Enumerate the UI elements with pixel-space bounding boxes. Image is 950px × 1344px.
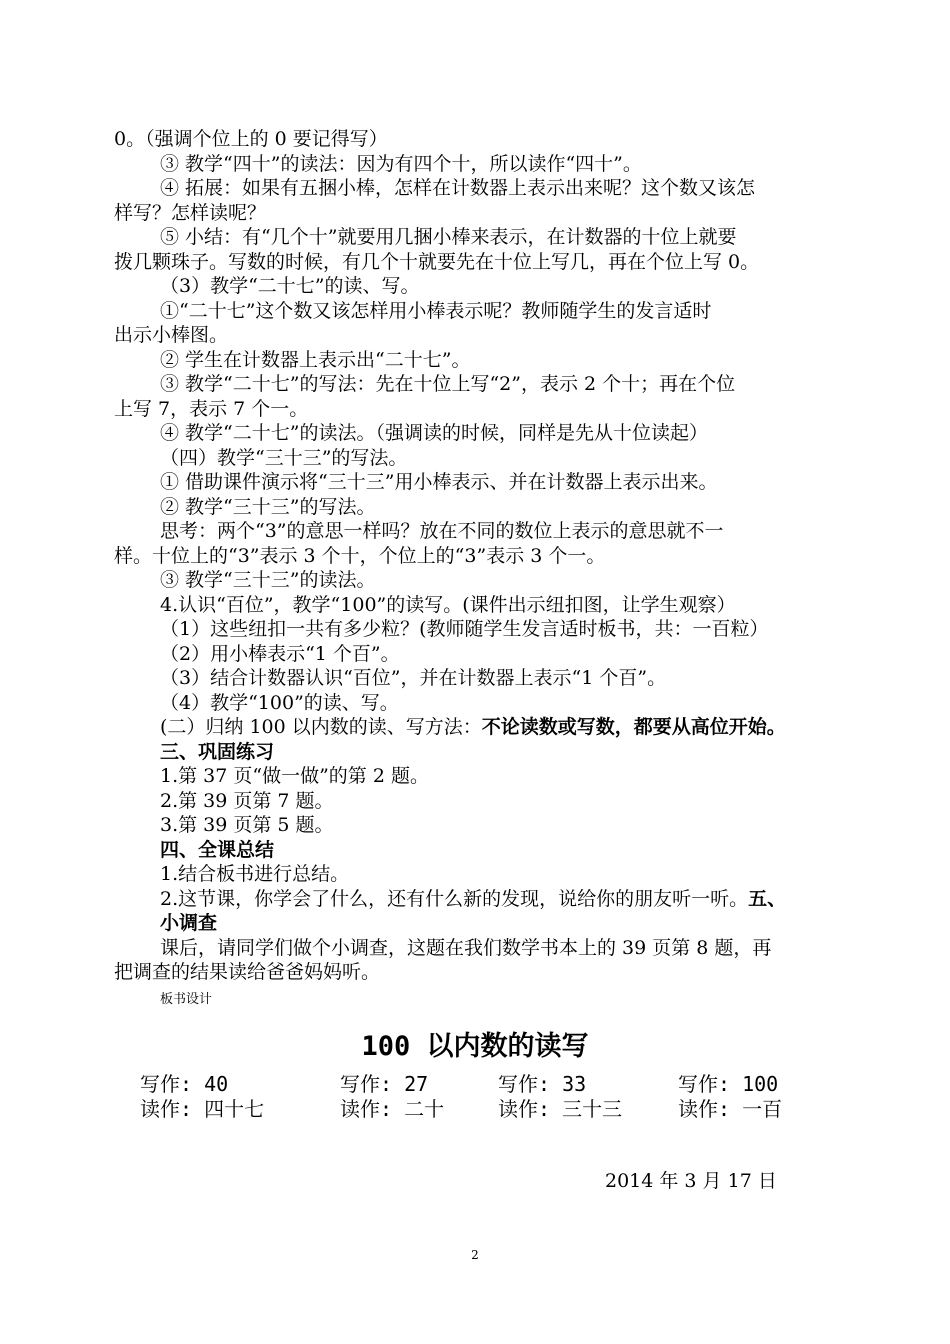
text-line: 拨几颗珠子。写数的时候，有几个十就要先在十位上写几，再在个位上写 0。	[114, 251, 760, 273]
text-line: ② 学生在计数器上表示出“二十七”。	[160, 349, 471, 371]
survey-line: 课后，请同学们做个小调查，这题在我们数学书本上的 39 页第 8 题，再	[160, 937, 772, 959]
board-design-label: 板书设计	[160, 992, 213, 1007]
practice-item: 2.第 39 页第 7 题。	[160, 790, 334, 812]
board-title: 100 以内数的读写	[361, 1031, 589, 1062]
text-line: （3）教学“二十七”的读、写。	[160, 275, 420, 297]
summary-item-text: 2.这节课，你学会了什么，还有什么新的发现，说给你的朋友听一听。	[160, 888, 749, 910]
section-heading-survey: 小调查	[160, 912, 218, 934]
summary-emphasis: 不论读数或写数，都要从高位开始。	[481, 716, 786, 738]
section-heading-practice: 三、巩固练习	[160, 741, 275, 763]
board-write-cell: 写作: 100	[678, 1072, 779, 1096]
text-line: ③ 教学“四十”的读法：因为有四个十，所以读作“四十”。	[160, 153, 642, 175]
text-line: ③ 教学“二十七”的写法：先在十位上写“2”，表示 2 个十；再在个位	[160, 373, 736, 395]
board-write-cell: 写作: 27	[340, 1072, 429, 1096]
practice-item: 1.第 37 页“做一做”的第 2 题。	[160, 765, 429, 787]
board-read-cell: 读作: 三十三	[498, 1097, 623, 1121]
board-read-cell: 读作: 四十七	[140, 1097, 265, 1121]
board-read-cell: 读作: 二十	[340, 1097, 445, 1121]
board-write-cell: 写作: 33	[498, 1072, 587, 1096]
text-line: ①“二十七”这个数又该怎样用小棒表示呢？教师随学生的发言适时	[160, 300, 712, 322]
text-line: 0。（强调个位上的 0 要记得写）	[114, 128, 388, 150]
board-read-cell: 读作: 一百	[678, 1097, 783, 1121]
summary-prefix: (二）归纳 100 以内数的读、写方法：	[160, 716, 482, 738]
text-line: （四）教学“三十三”的写法。	[160, 447, 408, 469]
text-line: 样写？怎样读呢？	[114, 202, 267, 224]
summary-line	[160, 715, 786, 739]
board-write-cell: 写作: 40	[140, 1072, 229, 1096]
practice-item: 3.第 39 页第 5 题。	[160, 814, 334, 836]
text-line: ④ 教学“二十七”的读法。（强调读的时候，同样是先从十位读起）	[160, 422, 708, 444]
summary-item	[160, 887, 786, 911]
text-line: 上写 7，表示 7 个一。	[114, 398, 309, 420]
page-number: 2	[471, 1248, 479, 1262]
text-line: 样。十位上的“3”表示 3 个十，个位上的“3”表示 3 个一。	[114, 545, 606, 567]
summary-item: 1.结合板书进行总结。	[160, 863, 350, 885]
text-line: ④ 拓展：如果有五捆小棒，怎样在计数器上表示出来呢？这个数又该怎	[160, 177, 756, 199]
text-line: （1）这些纽扣一共有多少粒？(教师随学生发言适时板书，共：一百粒）	[160, 618, 769, 640]
text-line: ② 教学“三十三”的写法。	[160, 496, 376, 518]
text-line: （3）结合计数器认识“百位”，并在计数器上表示“1 个百”。	[160, 667, 667, 689]
section-heading-survey-prefix: 五、	[748, 888, 787, 910]
text-line: 思考：两个“3”的意思一样吗？放在不同的数位上表示的意思就不一	[160, 520, 724, 542]
text-line: 出示小棒图。	[114, 324, 229, 346]
survey-line: 把调查的结果读给爸爸妈妈听。	[114, 961, 381, 983]
text-line: ⑤ 小结：有“几个十”就要用几捆小棒来表示，在计数器的十位上就要	[160, 226, 737, 248]
section-heading-summary: 四、全课总结	[160, 839, 275, 861]
text-line: （2）用小棒表示“1 个百”。	[160, 643, 400, 665]
text-line: ① 借助课件演示将“三十三”用小棒表示、并在计数器上表示出来。	[160, 471, 718, 493]
text-line: 4.认识“百位”，教学“100”的读写。(课件出示纽扣图，让学生观察）	[160, 594, 736, 616]
document-date: 2014 年 3 月 17 日	[605, 1170, 777, 1192]
text-line: ③ 教学“三十三”的读法。	[160, 569, 376, 591]
text-line: （4）教学“100”的读、写。	[160, 692, 399, 714]
